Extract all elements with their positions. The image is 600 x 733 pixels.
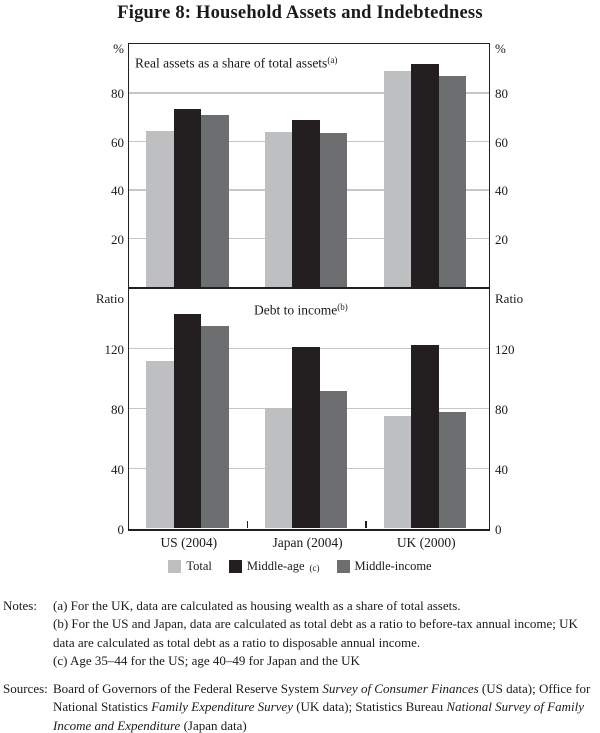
chart-panel-bottom (129, 289, 489, 528)
y-axis-label-left: 80 (111, 402, 124, 417)
y-axis-label-right: 20 (495, 231, 508, 247)
y-axis-label-left: 40 (111, 461, 124, 477)
bar-total-0 (146, 131, 174, 287)
chart-area (95, 41, 524, 550)
sources-label: Sources: (3, 681, 48, 696)
bar-total-1 (265, 408, 293, 528)
note-line-1: (b) For the US and Japan, data are calculated as total debt as a ratio to before-tax annual income; UK data are calculated as total debt as a ratio to disposable annual income. (53, 616, 578, 650)
sources-text (53, 680, 592, 733)
y-axis-label-left: 20 (111, 231, 124, 247)
panel-title-bottom: Debt to income$^{(b)}$ (254, 302, 348, 318)
bar-middle-age-1 (292, 120, 320, 287)
legend-label: Middle-income (354, 559, 432, 573)
legend-item-middle-income (337, 559, 432, 574)
bar-total-1 (265, 132, 293, 287)
source-text: (UK data); Statistics Bureau (292, 699, 447, 715)
bar-middle-income-2 (439, 412, 467, 529)
bar-middle-age-1 (292, 347, 320, 528)
y-axis-label-left: 0 (117, 521, 124, 537)
figure-title: Figure 8: Household Assets and Indebtedness (117, 3, 483, 23)
y-axis-label-right: 40 (495, 183, 508, 198)
y-axis-label-left: 80 (111, 86, 124, 101)
y-axis-label-right: 80 (495, 402, 508, 417)
bar-middle-income-0 (201, 115, 229, 287)
bar-middle-income-1 (320, 133, 348, 287)
y-axis-label-left: 60 (111, 134, 124, 150)
notes-label: Notes: (3, 598, 37, 613)
source-text: (Japan data) (180, 717, 247, 733)
legend-item-total (168, 559, 212, 574)
y-axis-label-right: 80 (495, 86, 508, 101)
axis-unit-label-left: Ratio (95, 290, 124, 306)
note-line-2: (c) Age 35–44 for the US; age 40–49 for Japan and the UK (53, 652, 360, 668)
y-axis-label-right: 0 (495, 521, 502, 537)
legend-label: Middle-age (246, 559, 305, 573)
legend-swatch-icon (229, 560, 242, 573)
y-axis-label-right: 120 (495, 342, 515, 358)
axis-unit-label-right: Ratio (495, 290, 524, 306)
bar-middle-age-0 (174, 314, 202, 528)
bar-total-2 (384, 71, 412, 287)
legend-label: Total (186, 559, 212, 573)
chart-legend (0, 559, 600, 574)
sources-section (3, 680, 595, 733)
x-axis-tick (247, 521, 249, 528)
x-axis-label-2: UK (2000) (396, 535, 456, 550)
panel-title-top: Real assets as a share of total assets$^{(a)}$ (135, 55, 338, 71)
x-axis-tick (365, 521, 367, 528)
bar-middle-income-0 (201, 326, 229, 528)
source-text: (US data); Office for National Statistics (53, 681, 591, 715)
bar-middle-income-2 (439, 76, 467, 287)
bar-total-2 (384, 416, 412, 528)
y-axis-label-left: 40 (111, 183, 124, 198)
bar-total-0 (146, 361, 174, 528)
source-title: Family Expenditure Survey (151, 699, 293, 715)
legend-swatch-icon (337, 560, 350, 573)
notes-section (3, 597, 595, 670)
y-axis-label-right: 40 (495, 461, 508, 477)
legend-swatch-icon (168, 560, 181, 573)
bar-middle-age-0 (174, 109, 202, 287)
notes-text (53, 597, 592, 670)
bar-middle-income-1 (320, 391, 348, 528)
note-line-0: (a) For the UK, data are calculated as housing wealth as a share of total assets. (53, 598, 461, 613)
bar-middle-age-2 (411, 64, 439, 287)
source-title: National Survey of Family Income and Expenditure (53, 699, 584, 733)
source-text: Board of Governors of the Federal Reserve System (53, 681, 323, 696)
x-axis-label-0: US (2004) (160, 535, 218, 550)
legend-item-middle-age: Middle-age $^{(c)}$ (229, 559, 320, 574)
source-title: Survey of Consumer Finances (322, 681, 479, 696)
chart-panel-top (129, 44, 489, 289)
x-axis-label-1: Japan (2004) (272, 535, 343, 550)
bar-middle-age-2 (411, 345, 439, 528)
y-axis-label-left: 120 (104, 342, 124, 358)
y-axis-label-right: 60 (495, 134, 508, 150)
axis-unit-label-left: % (113, 41, 124, 56)
axis-unit-label-right: % (495, 41, 506, 56)
